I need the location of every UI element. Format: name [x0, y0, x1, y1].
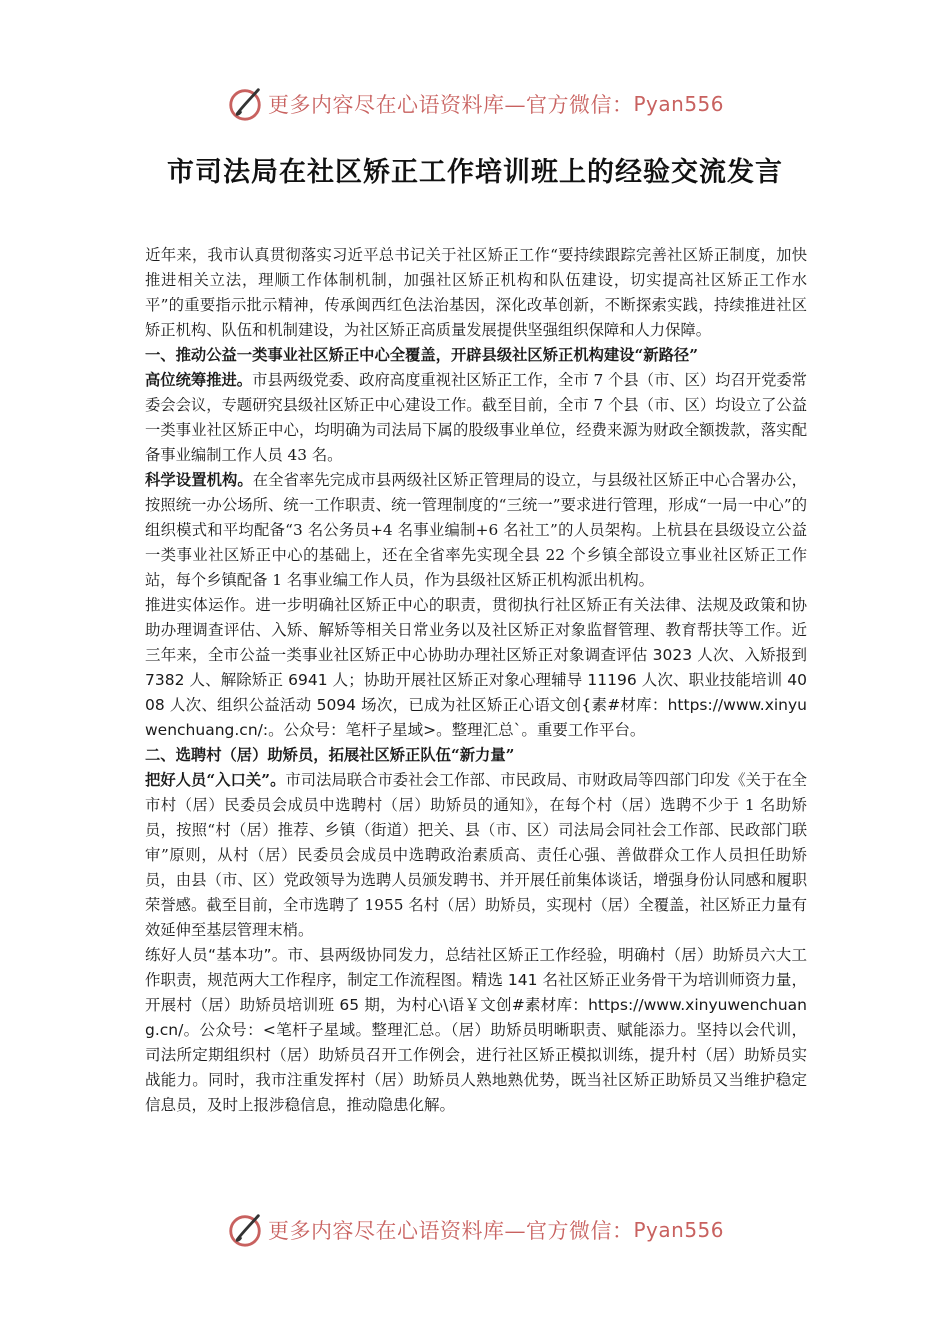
paragraph-4 — [145, 768, 807, 943]
paragraph-1 — [145, 368, 807, 468]
document-title: 市司法局在社区矫正工作培训班上的经验交流发言 — [167, 157, 783, 188]
footer-banner — [0, 1208, 950, 1252]
paragraph-1-body: 市县两级党委、政府高度重视社区矫正工作，全市 7 个县（市、区）均召开党委常委会会议，专题研究县级社区矫正中心建设工作。截至目前，全市 7 个县（市、区）均设立了公益一类事业社区矫正中心，均明确为司法局下属的股级事业单位，经费来源为财政全额拨款，落实配备事业编制工作人员 43 名。 — [145, 371, 807, 464]
brush-logo-icon — [226, 85, 264, 123]
intro-paragraph — [145, 243, 807, 343]
paragraph-1-lead: 高位统筹推进。 — [145, 371, 253, 389]
banner-wechat-id: Pyan556 — [633, 92, 724, 116]
paragraph-2 — [145, 468, 807, 593]
brush-logo-icon — [226, 1211, 264, 1249]
paragraph-2-body: 在全省率先完成市县两级社区矫正管理局的设立，与县级社区矫正中心合署办公，按照统一办公场所、统一工作职责、统一管理制度的“三统一”要求进行管理，形成“一局一中心”的组织模式和平均配备“3 名公务员+4 名事业编制+6 名社工”的人员架构。上杭县在县级设立公益一类事业社区矫正中心的基础上，还在全省率先实现全县 22 个乡镇全部设立事业社区矫正工作站，每个乡镇配备 1 名事业编工作人员，作为县级社区矫正机构派出机构。 — [145, 471, 807, 589]
section-heading-1: 一、推动公益一类事业社区矫正中心全覆盖，开辟县级社区矫正机构建设“新路径” — [145, 346, 698, 364]
paragraph-3: 推进实体运作。进一步明确社区矫正中心的职责，贯彻执行社区矫正有关法律、法规及政策和协助办理调查评估、入矫、解矫等相关日常业务以及社区矫正对象监督管理、教育帮扶等工作。近三年来，全市公益一类事业社区矫正中心协助办理社区矫正对象调查评估 3023 人次、入矫报到 7382 人、解除矫正 6941 人；协助开展社区矫正对象心理辅导 11196 人次、职业技能培训 4008 人次、组织公益活动 5094 场次，已成为社区矫正心语文创{素#材库：https://www.xinyuwenchuang.cn/:。公众号：笔杆子星域>。整理汇总`。重要工作平台。 — [145, 596, 807, 739]
paragraph-4-body: 市司法局联合市委社会工作部、市民政局、市财政局等四部门印发《关于在全市村（居）民委员会成员中选聘村（居）助矫员的通知》，在每个村（居）选聘不少于 1 名助矫员，按照“村（居）推荐、乡镇（街道）把关、县（市、区）司法局会同社会工作部、民政部门联审”原则，从村（居）民委员会成员中选聘政治素质高、责任心强、善做群众工作人员担任助矫员，由县（市、区）党政领导为选聘人员颁发聘书、并开展任前集体谈话，增强身份认同感和履职荣誉感。截至目前，全市选聘了 1955 名村（居）助矫员，实现村（居）全覆盖，社区矫正力量有效延伸至基层管理末梢。 — [145, 771, 807, 939]
paragraph-5: 练好人员“基本功”。市、县两级协同发力，总结社区矫正工作经验，明确村（居）助矫员六大工作职责，规范两大工作程序，制定工作流程图。精选 141 名社区矫正业务骨干为培训师资力量，开展村（居）助矫员培训班 65 期，为村心\语￥文创#素材库：https://www.xinyuwenchuang.cn/。公众号：<笔杆子星域。整理汇总。（居）助矫员明晰职责、赋能添力。坚持以会代训，司法所定期组织村（居）助矫员召开工作例会，进行社区矫正模拟训练，提升村（居）助矫员实战能力。同时，我市注重发挥村（居）助矫员人熟地熟优势，既当社区矫正助矫员又当维护稳定信息员，及时上报涉稳信息，推动隐患化解。 — [145, 946, 807, 1114]
paragraph-2-lead: 科学设置机构。 — [145, 471, 253, 489]
document-body — [145, 243, 807, 1118]
banner-text: 更多内容尽在心语资料库—官方微信： — [267, 1219, 634, 1243]
header-banner — [0, 82, 950, 126]
paragraph-4-lead: 把好人员“入口关”。 — [145, 771, 286, 789]
section-heading-2: 二、选聘村（居）助矫员，拓展社区矫正队伍“新力量” — [145, 746, 515, 764]
banner-wechat-id: Pyan556 — [633, 1218, 724, 1242]
intro-text: 近年来，我市认真贯彻落实习近平总书记关于社区矫正工作“要持续跟踪完善社区矫正制度，加快推进相关立法，理顺工作体制机制，加强社区矫正机构和队伍建设，切实提高社区矫正工作水平”的重要指示批示精神，传承闽西红色法治基因，深化改革创新，不断探索实践，持续推进社区矫正机构、队伍和机制建设，为社区矫正高质量发展提供坚强组织保障和人力保障。 — [145, 246, 807, 339]
banner-text: 更多内容尽在心语资料库—官方微信： — [267, 93, 634, 117]
